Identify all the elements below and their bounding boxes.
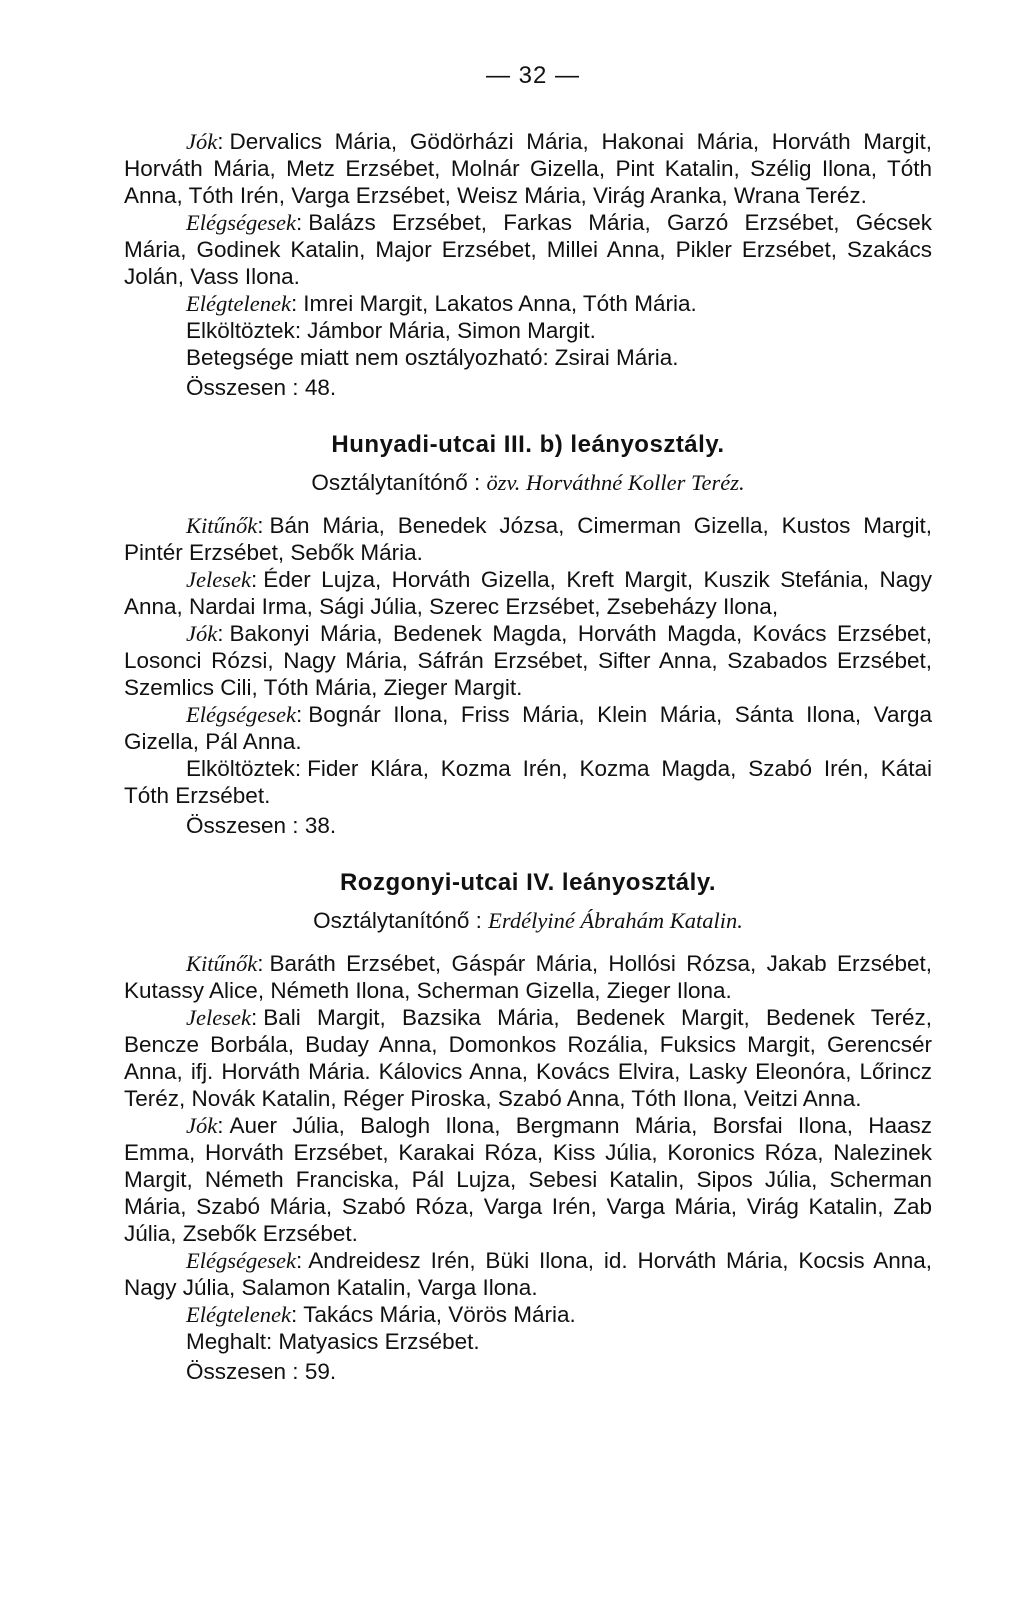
student-names: Dervalics Mária, Gödörházi Mária, Hakonai Mária, Horváth Margit, Horváth Mária, Metz Erzsébet, Molnár Gizella, Pint Katalin, Szélig Ilona, Tóth Anna, Tóth Irén, Varga Erzsébet, Weisz Mária, Virág Aranka, Wrana Teréz.	[124, 129, 932, 208]
class-total: Összesen : 59.	[186, 1359, 337, 1384]
grade-entry: Jelesek: Éder Lujza, Horváth Gizella, Kreft Margit, Kuszik Stefánia, Nagy Anna, Nardai Irma, Sági Júlia, Szerec Erzsébet, Zsebeházy Ilona,	[124, 567, 932, 619]
grade-entry: Kitűnők: Bán Mária, Benedek Józsa, Cimerman Gizella, Kustos Margit, Pintér Erzsébet, Sebők Mária.	[124, 513, 932, 565]
teacher-name: Erdélyiné Ábrahám Katalin.	[488, 908, 743, 933]
student-names: Fider Klára, Kozma Irén, Kozma Magda, Szabó Irén, Kátai Tóth Erzsébet.	[124, 756, 932, 808]
category-label: Meghalt	[186, 1329, 267, 1354]
teacher-name: özv. Horváthné Koller Teréz.	[486, 470, 745, 495]
student-names: Jámbor Mária, Simon Margit.	[307, 318, 596, 343]
page-number: — 32 —	[485, 62, 581, 89]
class-section-hunyadi	[124, 431, 932, 839]
class-total: Összesen : 38.	[186, 813, 337, 838]
class-section-continued	[124, 128, 932, 401]
total-label: Összesen	[186, 1359, 287, 1384]
grade-entry: Jelesek: Bali Margit, Bazsika Mária, Bedenek Margit, Bedenek Teréz, Bencze Borbála, Buday Anna, Domonkos Rozália, Fuksics Margit, Gerencsér Anna, ifj. Horváth Mária. Kálovics Anna, Kovács Elvira, Lasky Eleonóra, Lőrincz Teréz, Novák Katalin, Réger Piroska, Szabó Anna, Tóth Ilona, Veitzi Anna.	[124, 1005, 932, 1111]
teacher-label: Osztálytanítónő	[313, 908, 470, 933]
student-names: Balázs Erzsébet, Farkas Mária, Garzó Erzsébet, Gécsek Mária, Godinek Katalin, Major Erzsébet, Millei Anna, Pikler Erzsébet, Szakács Jolán, Vass Ilona.	[124, 210, 932, 289]
category-label: Betegsége miatt nem osztályozható	[186, 345, 543, 370]
category-label: Elégségesek	[186, 702, 296, 727]
category-label: Elköltöztek	[186, 318, 295, 343]
grade-entry: Meghalt: Matyasics Erzsébet.	[186, 1329, 480, 1354]
grade-entry: Elégtelenek: Takács Mária, Vörös Mária.	[186, 1302, 576, 1327]
grade-entry: Jók: Auer Júlia, Balogh Ilona, Bergmann Mária, Borsfai Ilona, Haasz Emma, Horváth Erzsébet, Karakai Róza, Kiss Júlia, Koronics Róza, Nalezinek Margit, Németh Franciska, Pál Lujza, Sebesi Katalin, Sipos Júlia, Scherman Mária, Szabó Mária, Szabó Róza, Varga Irén, Varga Mária, Virág Katalin, Zab Júlia, Zsebők Erzsébet.	[124, 1113, 932, 1246]
total-value: 38.	[304, 813, 337, 838]
student-names: Éder Lujza, Horváth Gizella, Kreft Margit, Kuszik Stefánia, Nagy Anna, Nardai Irma, Sági Júlia, Szerec Erzsébet, Zsebeházy Ilona,	[124, 567, 932, 619]
total-label: Összesen	[186, 375, 287, 400]
student-names: Bán Mária, Benedek Józsa, Cimerman Gizella, Kustos Margit, Pintér Erzsébet, Sebők Mária.	[124, 513, 932, 565]
grade-entry: Elégségesek: Andreidesz Irén, Büki Ilona, id. Horváth Mária, Kocsis Anna, Nagy Júlia, Salamon Katalin, Varga Ilona.	[124, 1248, 932, 1300]
grade-entry: Elégtelenek: Imrei Margit, Lakatos Anna, Tóth Mária.	[186, 291, 697, 316]
category-label: Jók	[186, 129, 218, 154]
student-names: Takács Mária, Vörös Mária.	[303, 1302, 576, 1327]
category-label: Jók	[186, 621, 218, 646]
class-teacher: Osztálytanítónő : özv. Horváthné Koller Teréz.	[311, 470, 745, 495]
total-value: 59.	[304, 1359, 337, 1384]
class-teacher: Osztálytanítónő : Erdélyiné Ábrahám Katalin.	[313, 908, 743, 933]
grade-entry: Jók: Dervalics Mária, Gödörházi Mária, Hakonai Mária, Horváth Margit, Horváth Mária, Metz Erzsébet, Molnár Gizella, Pint Katalin, Szélig Ilona, Tóth Anna, Tóth Irén, Varga Erzsébet, Weisz Mária, Virág Aranka, Wrana Teréz.	[124, 129, 932, 208]
student-names: Imrei Margit, Lakatos Anna, Tóth Mária.	[303, 291, 697, 316]
student-names: Baráth Erzsébet, Gáspár Mária, Hollósi Rózsa, Jakab Erzsébet, Kutassy Alice, Németh Ilona, Scherman Gizella, Zieger Ilona.	[124, 951, 932, 1003]
class-total: Összesen : 48.	[186, 375, 337, 400]
grade-entry: Elköltöztek: Jámbor Mária, Simon Margit.	[186, 318, 596, 343]
student-names: Matyasics Erzsébet.	[278, 1329, 480, 1354]
category-label: Elégségesek	[186, 1248, 296, 1273]
category-label: Elégségesek	[186, 210, 296, 235]
section-title: Rozgonyi-utcai IV. leányosztály.	[339, 869, 717, 896]
grade-entry: Jók: Bakonyi Mária, Bedenek Magda, Horváth Magda, Kovács Erzsébet, Losonci Rózsi, Nagy Mária, Sáfrán Erzsébet, Sifter Anna, Szabados Erzsébet, Szemlics Cili, Tóth Mária, Zieger Margit.	[124, 621, 932, 700]
category-label: Jelesek	[186, 567, 251, 592]
grade-entry: Kitűnők: Baráth Erzsébet, Gáspár Mária, Hollósi Rózsa, Jakab Erzsébet, Kutassy Alice, Németh Ilona, Scherman Gizella, Zieger Ilona.	[124, 951, 932, 1003]
student-names: Zsirai Mária.	[554, 345, 679, 370]
total-label: Összesen	[186, 813, 287, 838]
category-label: Kitűnők	[186, 513, 258, 538]
grade-entry: Elégségesek: Balázs Erzsébet, Farkas Mária, Garzó Erzsébet, Gécsek Mária, Godinek Katalin, Major Erzsébet, Millei Anna, Pikler Erzsébet, Szakács Jolán, Vass Ilona.	[124, 210, 932, 289]
grade-entry: Elégségesek: Bognár Ilona, Friss Mária, Klein Mária, Sánta Ilona, Varga Gizella, Pál Anna.	[124, 702, 932, 754]
category-label: Elégtelenek	[186, 291, 291, 316]
student-names: Bali Margit, Bazsika Mária, Bedenek Margit, Bedenek Teréz, Bencze Borbála, Buday Anna, Domonkos Rozália, Fuksics Margit, Gerencsér Anna, ifj. Horváth Mária. Kálovics Anna, Kovács Elvira, Lasky Eleonóra, Lőrincz Teréz, Novák Katalin, Réger Piroska, Szabó Anna, Tóth Ilona, Veitzi Anna.	[124, 1005, 932, 1111]
category-label: Jelesek	[186, 1005, 251, 1030]
category-label: Kitűnők	[186, 951, 258, 976]
student-names: Andreidesz Irén, Büki Ilona, id. Horváth Mária, Kocsis Anna, Nagy Júlia, Salamon Katalin, Varga Ilona.	[124, 1248, 932, 1300]
section-title: Hunyadi-utcai III. b) leányosztály.	[331, 431, 725, 458]
category-label: Jók	[186, 1113, 218, 1138]
student-names: Bognár Ilona, Friss Mária, Klein Mária, Sánta Ilona, Varga Gizella, Pál Anna.	[124, 702, 932, 754]
grade-entry: Betegsége miatt nem osztályozható: Zsirai Mária.	[186, 345, 679, 370]
class-section-rozgonyi	[124, 869, 932, 1385]
student-names: Auer Júlia, Balogh Ilona, Bergmann Mária, Borsfai Ilona, Haasz Emma, Horváth Erzsébet, Karakai Róza, Kiss Júlia, Koronics Róza, Nalezinek Margit, Németh Franciska, Pál Lujza, Sebesi Katalin, Sipos Júlia, Scherman Mária, Szabó Mária, Szabó Róza, Varga Irén, Varga Mária, Virág Katalin, Zab Júlia, Zsebők Erzsébet.	[124, 1113, 932, 1246]
category-label: Elégtelenek	[186, 1302, 291, 1327]
total-value: 48.	[304, 375, 337, 400]
teacher-label: Osztálytanítónő	[311, 470, 468, 495]
student-names: Bakonyi Mária, Bedenek Magda, Horváth Magda, Kovács Erzsébet, Losonci Rózsi, Nagy Mária, Sáfrán Erzsébet, Sifter Anna, Szabados Erzsébet, Szemlics Cili, Tóth Mária, Zieger Margit.	[124, 621, 932, 700]
category-label: Elköltöztek	[186, 756, 295, 781]
grade-entry: Elköltöztek: Fider Klára, Kozma Irén, Kozma Magda, Szabó Irén, Kátai Tóth Erzsébet.	[124, 756, 932, 808]
